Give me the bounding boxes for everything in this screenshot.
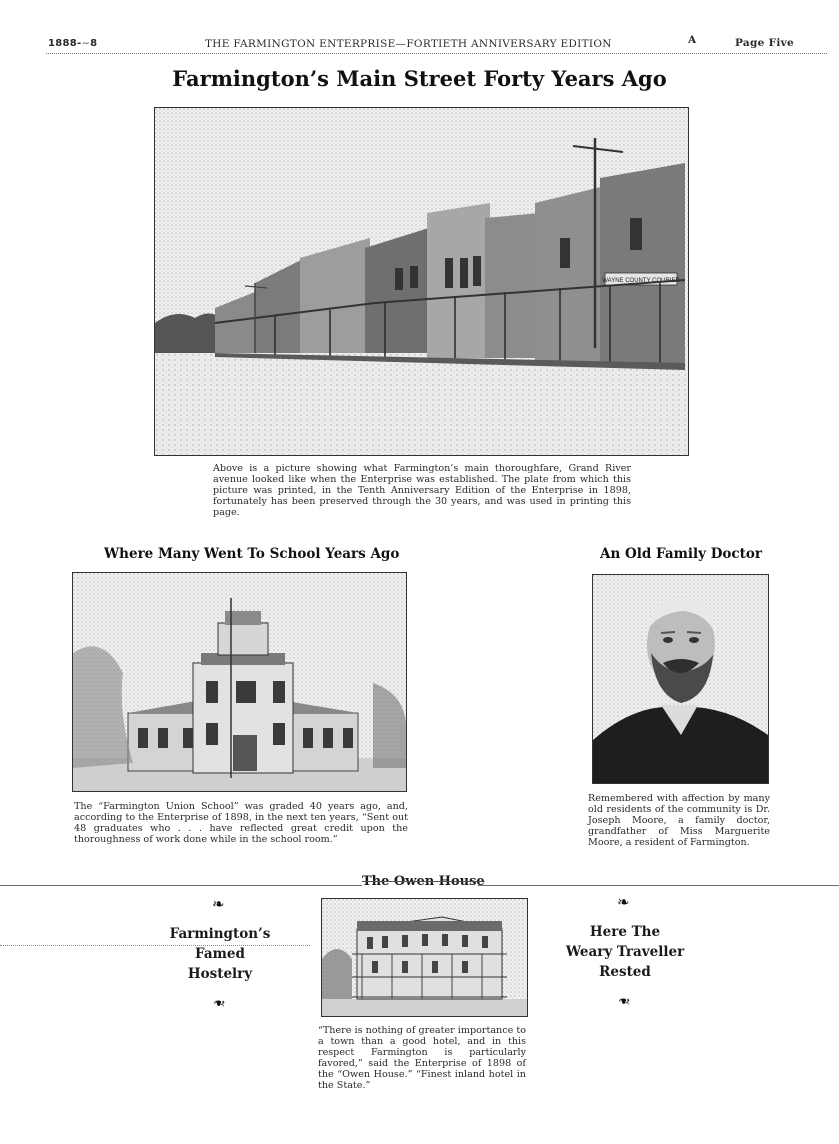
owen-house-caption: “There is nothing of greater importance to a town than a good hotel, and in this respect Farmington is particularly favored,” said the Enterprise of 1898 of the “Owen House.” “Finest inland hotel in the State.”	[318, 1025, 526, 1091]
owen-right-line-3: Rested	[599, 964, 651, 980]
owen-left-line-2: Famed	[195, 946, 245, 962]
ornament-left-top: ❧	[212, 895, 225, 913]
school-title: Where Many Went To School Years Ago	[104, 546, 400, 562]
owen-section-rule-left	[0, 885, 362, 886]
doctor-title: An Old Family Doctor	[600, 546, 762, 562]
main-title: Farmington’s Main Street Forty Years Ago	[172, 66, 667, 91]
owen-left-dotted-rule	[0, 945, 310, 946]
ornament-left-bottom: ❧	[213, 994, 226, 1012]
main-caption: Above is a picture showing what Farmington’s main thoroughfare, Grand River avenue looked like when the Enterprise was established. The plate from which this picture was printed, in the Tenth Anniversary Edition of the Enterprise in 1898, fortunately has been preserved through the 30 years, and was used in printing this page.	[213, 463, 631, 518]
school-caption: The “Farmington Union School” was graded 40 years ago, and, according to the Enterprise of 1898, in the next ten years, “Sent out 48 graduates who . . . have reflected great credit upon the thoroughness of work done while in the school room.”	[74, 801, 408, 845]
doctor-portrait-photo	[592, 574, 769, 784]
owen-right-heading	[555, 922, 695, 982]
ornament-right-top: ❧	[617, 893, 630, 911]
header-page-number: Page Five	[735, 37, 795, 49]
owen-right-line-2: Weary Traveller	[565, 944, 685, 960]
owen-house-photo	[321, 898, 528, 1017]
courier-sign-text: WAYNE COUNTY COURIER	[602, 278, 680, 284]
doctor-caption: Remembered with affection by many old residents of the community is Dr. Joseph Moore, a family doctor, grandfather of Miss Marguerite Moore, a resident of Farmington.	[588, 793, 770, 848]
header-rule	[46, 53, 827, 54]
header-publication: THE FARMINGTON ENTERPRISE—FORTIETH ANNIVERSARY EDITION	[205, 38, 612, 50]
owen-left-heading	[150, 924, 290, 984]
school-photo	[72, 572, 407, 792]
owen-left-line-3: Hostelry	[187, 966, 253, 982]
ornament-right-bottom: ❧	[618, 992, 631, 1010]
owen-section-rule-right	[478, 885, 839, 886]
owen-left-line-1: Farmington’s	[169, 926, 271, 942]
main-street-photo	[154, 107, 689, 456]
owen-house-title: The Owen House	[362, 874, 485, 889]
header-mark: A	[688, 34, 697, 46]
owen-right-line-1: Here The	[589, 924, 661, 940]
header-date: 1888-~8	[48, 38, 98, 49]
